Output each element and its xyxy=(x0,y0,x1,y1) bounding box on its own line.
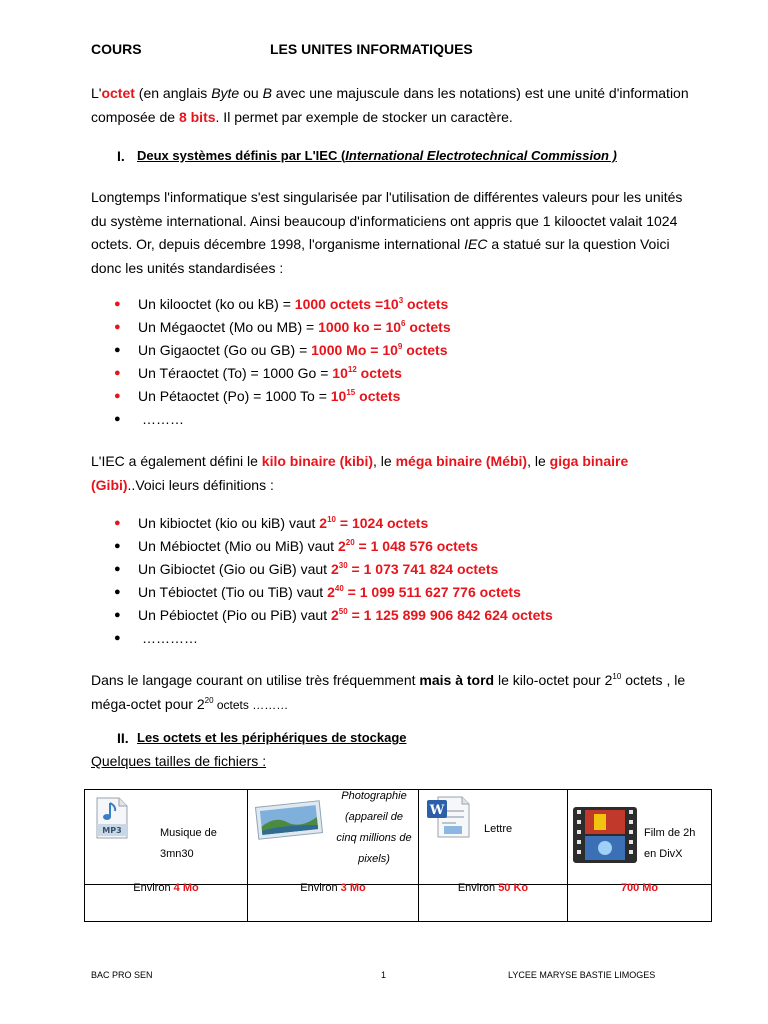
word-icon xyxy=(426,796,470,838)
size-cell-film: 700 Mo xyxy=(568,885,712,922)
film-icon xyxy=(572,806,638,864)
file-cell-music: MP3 Musique de 3mn30 xyxy=(85,790,248,885)
sizes-heading: Quelques tailles de fichiers : xyxy=(91,753,267,769)
file-cell-photo: Photographie (appareil de cinq millions de pixels) xyxy=(248,790,419,885)
section-2-title: Les octets et les périphériques de stockage xyxy=(137,730,407,745)
list-item: ● Un Mébioctet (Mio ou MiB) vaut $2^{20} = 1$ 048 576 octets xyxy=(114,538,479,554)
list-item: ● Un Gigaoctet (Go ou GB) = 1000 $Mo = 10^9$ octets xyxy=(114,342,448,358)
page-number: 1 xyxy=(381,970,387,980)
file-cell-letter: W Lettre xyxy=(419,790,568,885)
list-item: ● Un Tébioctet (Tio ou TiB) vaut $2^{40} = 1$ 099 511 627 776 octets xyxy=(114,584,521,600)
binary-units-list xyxy=(114,512,553,650)
footer-right: LYCEE MARYSE BASTIE LIMOGES xyxy=(508,970,656,980)
term-8bits: 8 bits xyxy=(178,108,216,125)
size-cell-letter: Environ 50 Ko xyxy=(419,885,568,922)
paragraph-usage: Dans le langage courant on utilise très fréquemment mais à tord le kilo-octet pour $2^{10}$ octets , le méga-octet pour $2^{20}$ octets ……… xyxy=(91,672,686,712)
list-item: ● Un kilooctet (ko ou kB) = 1000 octets $=10^3$ octets xyxy=(114,296,449,312)
paragraph-iec: Longtemps l'informatique s'est singularisée par l'utilisation de différentes valeurs pour les unités du système international. Ainsi beaucoup d'informaticiens ont appris que 1 kilooctet valait 1024 octets. Or, depuis décembre 1998, l'organisme international IEC a statué sur la question Voici donc les unités standardisées : xyxy=(91,189,683,276)
list-item: ● Un Gibioctet (Gio ou GiB) vaut $2^{30} = 1$ 073 741 824 octets xyxy=(114,561,499,577)
section-2-number: II. xyxy=(117,730,129,746)
svg-text:W: W xyxy=(429,803,445,818)
size-cell-music: Environ 4 Mo xyxy=(85,885,248,922)
section-1-number: I. xyxy=(117,148,125,164)
list-item: ● Un kibioctet (kio ou kiB) vaut $2^{10} = 1024$ octets xyxy=(114,515,429,531)
footer-left: BAC PRO SEN xyxy=(91,970,153,980)
list-item: ● ……… xyxy=(114,411,184,427)
file-cell-film: Film de 2h en DivX xyxy=(568,790,712,885)
section-1-title: Deux systèmes définis par L'IEC (International Electrotechnical Commission ) xyxy=(137,148,617,163)
term-octet: octet xyxy=(101,85,135,101)
si-units-list xyxy=(114,293,451,431)
list-item: ● ………… xyxy=(114,630,198,646)
list-item: ● Un Téraoctet (To) = 1000 $Go = 10^{12}$ octets xyxy=(114,365,402,381)
file-sizes-table xyxy=(84,789,712,922)
paragraph-binary: L'IEC a également défini le kilo binaire (kibi), le méga binaire (Mébi), le giga binaire (Gibi)..Voici leurs définitions : xyxy=(91,453,629,493)
photo-icon xyxy=(253,800,325,840)
size-cell-photo: Environ 3 Mo xyxy=(248,885,419,922)
list-item: ● Un Pétaoctet (Po) = 1000 $To = 10^{15}$ octets xyxy=(114,388,401,404)
mp3-icon xyxy=(95,797,129,839)
svg-text:MP3: MP3 xyxy=(102,826,122,835)
page-title: LES UNITES INFORMATIQUES xyxy=(270,41,473,57)
list-item: ● Un Mégaoctet (Mo ou MB) = 1000 ko = $10^6$ octets xyxy=(114,319,451,335)
header-left: COURS xyxy=(91,41,142,57)
list-item: ● Un Pébioctet (Pio ou PiB) vaut $2^{50} = 1$ 125 899 906 842 624 octets xyxy=(114,607,553,623)
intro-paragraph: L'octet (en anglais Byte ou B avec une majuscule dans les notations) est une unité d'information composée de 8 bits. Il permet par exemple de stocker un caractère. xyxy=(91,85,689,125)
